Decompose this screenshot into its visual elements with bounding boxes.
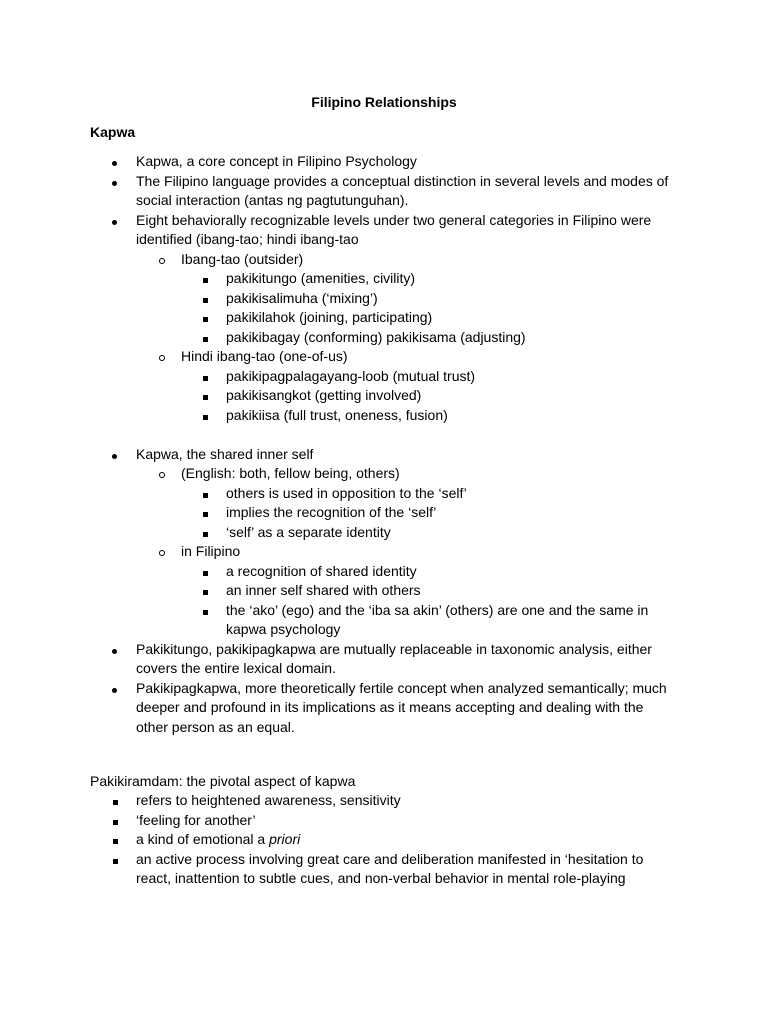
list-item: The Filipino language provides a conceptual distinction in several levels and modes of social interaction (antas ng pagtutunguhan). [0,172,768,211]
square-bullet-icon [203,493,208,498]
list-item: in Filipino [0,542,768,562]
list-item: implies the recognition of the ‘self’ [0,503,768,523]
bullet-icon [112,220,117,225]
square-bullet-icon [113,859,118,864]
square-bullet-icon [203,571,208,576]
list-item: refers to heightened awareness, sensitivity [0,791,768,811]
square-bullet-icon [113,820,118,825]
list-item: pakikibagay (conforming) pakikisama (adjusting) [0,328,768,348]
list-item: (English: both, fellow being, others) [0,464,768,484]
circle-bullet-icon [159,355,165,361]
square-bullet-icon [203,395,208,400]
square-bullet-icon [203,376,208,381]
square-bullet-icon [203,610,208,615]
list-item: a kind of emotional a priori [0,830,768,850]
list-item: pakikipagpalagayang-loob (mutual trust) [0,367,768,387]
circle-bullet-icon [159,472,165,478]
list-item: an active process involving great care and deliberation manifested in ‘hesitation to react, inattention to subtle cues, and non-verbal behavior in mental role-playing [0,850,768,889]
bullet-icon [112,688,117,693]
square-bullet-icon [203,337,208,342]
page-title: Filipino Relationships [311,94,457,110]
bullet-icon [112,161,117,166]
square-bullet-icon [203,298,208,303]
list-item: pakikilahok (joining, participating) [0,308,768,328]
square-bullet-icon [203,317,208,322]
list-item: the ‘ako’ (ego) and the ‘iba sa akin’ (others) are one and the same in kapwa psychology [0,601,768,640]
list-item: pakikiisa (full trust, oneness, fusion) [0,406,768,426]
square-bullet-icon [203,415,208,420]
list-item: Kapwa, the shared inner self [0,445,768,465]
square-bullet-icon [203,278,208,283]
bullet-icon [112,181,117,186]
square-bullet-icon [203,590,208,595]
list-item: Pakikitungo, pakikipagkapwa are mutually replaceable in taxonomic analysis, either covers the entire lexical domain. [0,640,768,679]
list-item: pakikitungo (amenities, civility) [0,269,768,289]
list-item: ‘self’ as a separate identity [0,523,768,543]
priori-italic: priori [269,831,301,847]
list-item: Hindi ibang-tao (one-of-us) [0,347,768,367]
list-item: others is used in opposition to the ‘self’ [0,484,768,504]
list-item: Pakikipagkapwa, more theoretically fertile concept when analyzed semantically; much deeper and profound in its implications as it means accepting and dealing with the other person as an equal. [0,679,768,738]
list-item: an inner self shared with others [0,581,768,601]
square-bullet-icon [113,839,118,844]
section-heading-pakikiramdam: Pakikiramdam: the pivotal aspect of kapwa [90,773,356,789]
list-item: Eight behaviorally recognizable levels under two general categories in Filipino were identified (ibang-tao; hindi ibang-tao [0,211,768,250]
square-bullet-icon [113,800,118,805]
list-item: ‘feeling for another’ [0,811,768,831]
circle-bullet-icon [159,550,165,556]
list-item: a recognition of shared identity [0,562,768,582]
square-bullet-icon [203,532,208,537]
section-heading-kapwa: Kapwa [90,124,136,140]
pakikiramdam-list [0,791,768,889]
list-item: pakikisangkot (getting involved) [0,386,768,406]
list-item: Kapwa, a core concept in Filipino Psychology [0,152,768,172]
kapwa-list [0,152,768,737]
square-bullet-icon [203,512,208,517]
bullet-icon [112,649,117,654]
circle-bullet-icon [159,258,165,264]
list-item: Ibang-tao (outsider) [0,250,768,270]
list-item: pakikisalimuha (‘mixing’) [0,289,768,309]
bullet-icon [112,454,117,459]
